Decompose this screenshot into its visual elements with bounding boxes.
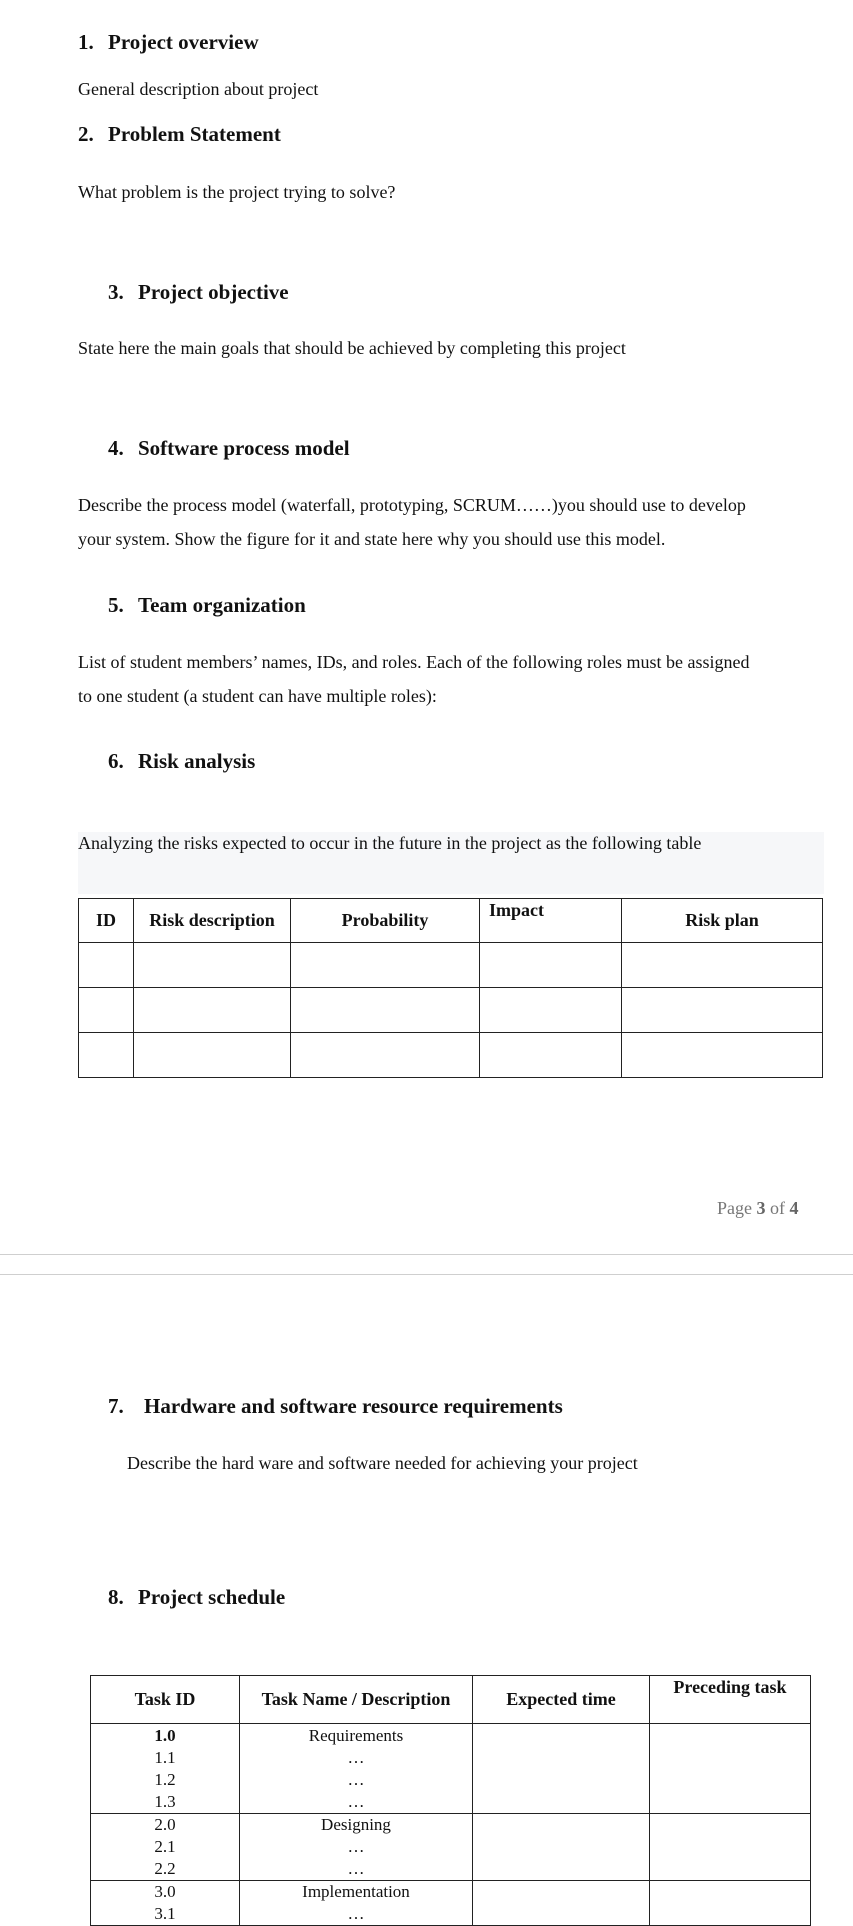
section-2-heading: 2. Problem Statement bbox=[78, 122, 281, 146]
task-name-cell: Implementation … bbox=[240, 1881, 473, 1926]
risk-header-impact: Impact bbox=[480, 899, 622, 943]
table-row bbox=[79, 1033, 823, 1078]
task-name-cell: Designing … … bbox=[240, 1814, 473, 1881]
schedule-header-preceding-task: Preceding task bbox=[650, 1676, 811, 1724]
section-1-heading: 1. Project overview bbox=[78, 30, 259, 54]
table-row bbox=[79, 943, 823, 988]
risk-header-description: Risk description bbox=[134, 899, 291, 943]
section-4-heading: 4. Software process model bbox=[108, 436, 350, 460]
risk-header-probability: Probability bbox=[291, 899, 480, 943]
risk-header-plan: Risk plan bbox=[622, 899, 823, 943]
schedule-header-task-id: Task ID bbox=[91, 1676, 240, 1724]
risk-header-id: ID bbox=[79, 899, 134, 943]
page-number: Page 3 of 4 bbox=[717, 1198, 799, 1218]
schedule-header-task-name: Task Name / Description bbox=[240, 1676, 473, 1724]
section-4-body: Describe the process model (waterfall, prototyping, SCRUM……)you should use to develop your system. Show the figure for it and state here why you should use this model. bbox=[78, 495, 746, 549]
schedule-table bbox=[90, 1675, 811, 1926]
table-row bbox=[91, 1724, 811, 1814]
section-8-heading: 8. Project schedule bbox=[108, 1585, 286, 1609]
section-2-body: What problem is the project trying to solve? bbox=[78, 182, 396, 202]
section-7-body: Describe the hard ware and software needed for achieving your project bbox=[127, 1453, 638, 1473]
section-5-heading: 5. Team organization bbox=[108, 593, 306, 617]
risk-table bbox=[78, 898, 823, 1078]
task-id-cell: 1.0 1.1 1.2 1.3 bbox=[91, 1724, 240, 1814]
table-row bbox=[79, 988, 823, 1033]
section-3-heading: 3. Project objective bbox=[108, 280, 289, 304]
section-3-body: State here the main goals that should be achieved by completing this project bbox=[78, 338, 626, 358]
table-row bbox=[91, 1881, 811, 1926]
table-row bbox=[91, 1814, 811, 1881]
schedule-header-expected-time: Expected time bbox=[473, 1676, 650, 1724]
section-1-body: General description about project bbox=[78, 79, 319, 99]
page-separator-bottom bbox=[0, 1274, 853, 1275]
task-id-cell: 3.0 3.1 bbox=[91, 1881, 240, 1926]
task-id-cell: 2.0 2.1 2.2 bbox=[91, 1814, 240, 1881]
section-6-body: Analyzing the risks expected to occur in the future in the project as the following table bbox=[78, 833, 702, 853]
task-name-cell: Requirements … … … bbox=[240, 1724, 473, 1814]
schedule-table-header-row bbox=[91, 1676, 811, 1724]
section-6-heading: 6. Risk analysis bbox=[108, 749, 256, 773]
risk-table-header-row bbox=[79, 899, 823, 943]
page-separator-top bbox=[0, 1254, 853, 1255]
section-7-heading: 7. Hardware and software resource requirements bbox=[108, 1394, 563, 1418]
section-5-body: List of student members’ names, IDs, and roles. Each of the following roles must be assigned to one student (a student can have multiple roles): bbox=[78, 652, 750, 706]
